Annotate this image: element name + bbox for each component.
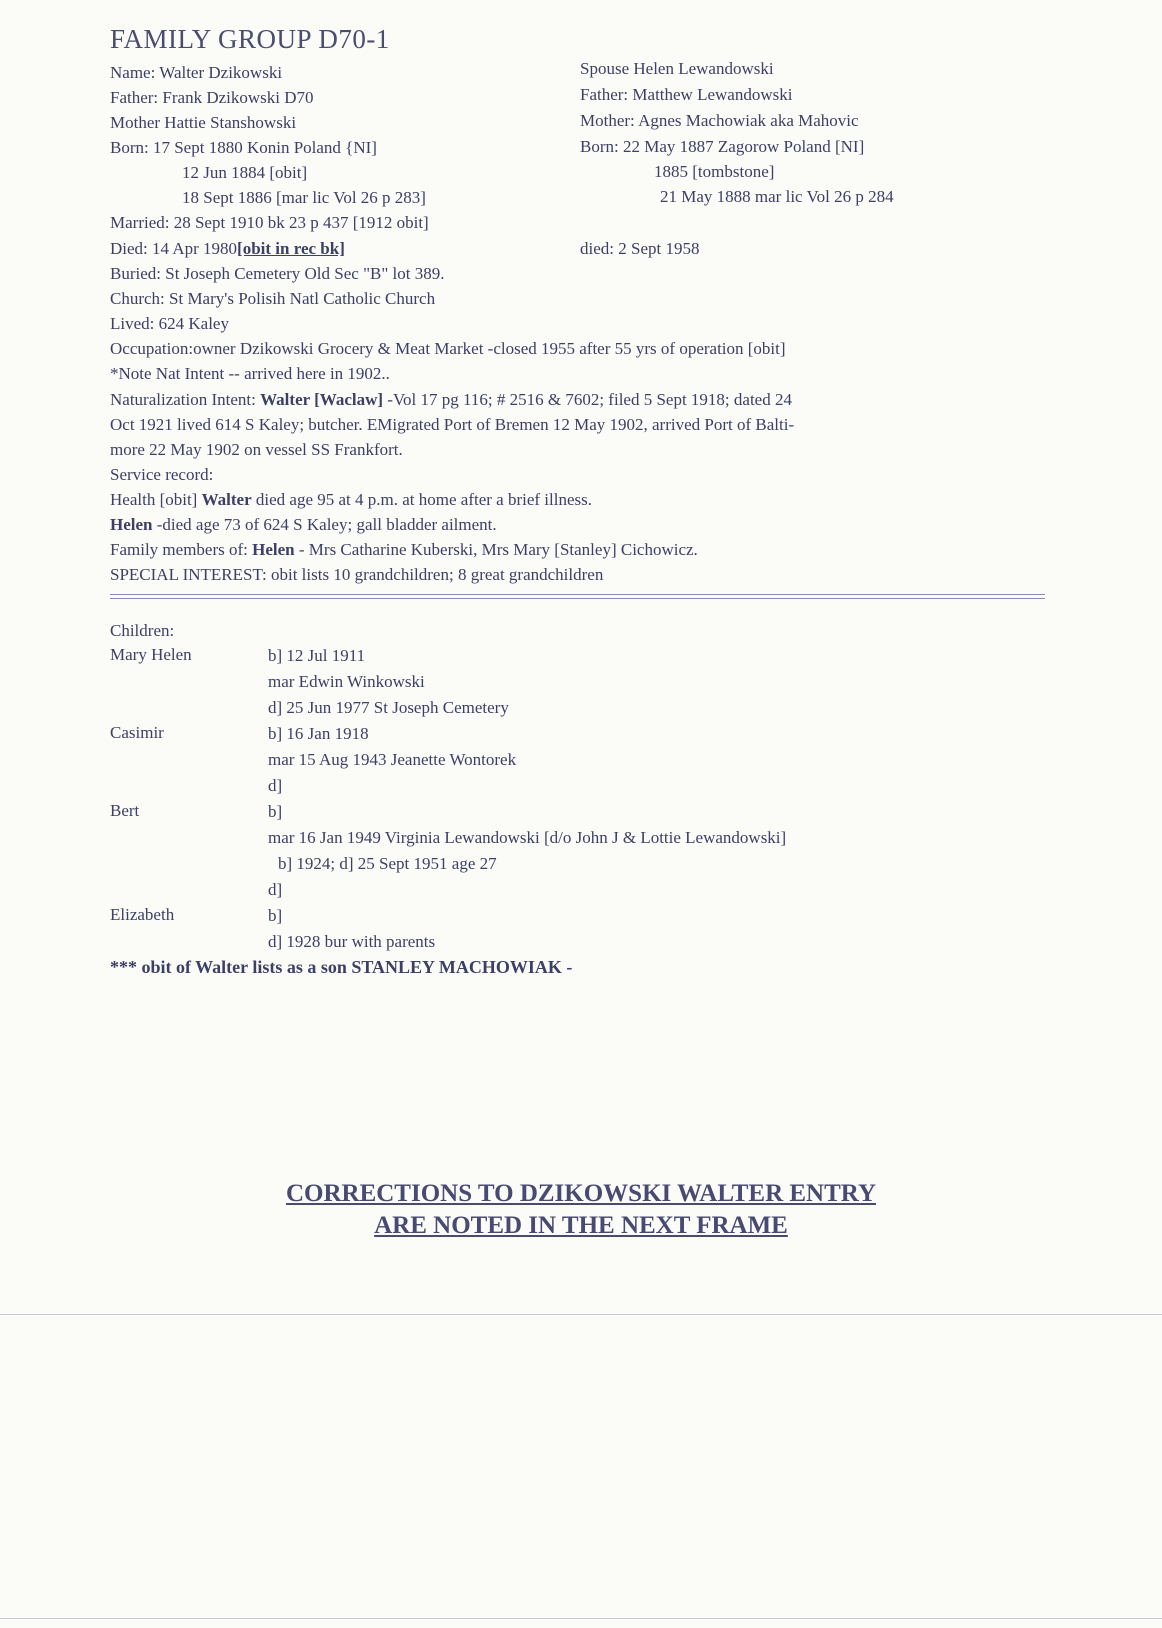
obit-note: *** obit of Walter lists as a son STANLEY MACHOWIAK - bbox=[110, 957, 573, 977]
husband-born-alt2: 18 Sept 1886 [mar lic Vol 26 p 283] bbox=[182, 188, 426, 207]
scan-line-bottom bbox=[0, 1618, 1162, 1619]
child-bert-spouse-dates: b] 1924; d] 25 Sept 1951 age 27 bbox=[278, 854, 497, 873]
child-casimir-married: mar 15 Aug 1943 Jeanette Wontorek bbox=[268, 750, 517, 769]
corrections-notice-line1: CORRECTIONS TO DZIKOWSKI WALTER ENTRY bbox=[285, 1180, 877, 1207]
divider-top bbox=[110, 594, 1045, 595]
church: Church: St Mary's Polisih Natl Catholic Church bbox=[110, 289, 436, 308]
buried: Buried: St Joseph Cemetery Old Sec "B" lot 389. bbox=[110, 264, 445, 283]
health-text: died age 95 at 4 p.m. at home after a brief illness. bbox=[251, 490, 592, 509]
husband-name: Name: Walter Dzikowski bbox=[110, 63, 283, 82]
helen-name: Helen bbox=[110, 515, 153, 534]
health-walter bbox=[110, 489, 592, 511]
nat-name: Walter [Waclaw] bbox=[260, 390, 384, 409]
naturalization-intent bbox=[110, 389, 792, 411]
nat-label: Naturalization Intent: bbox=[110, 390, 256, 409]
special-interest: SPECIAL INTEREST: obit lists 10 grandchildren; 8 great grandchildren bbox=[110, 565, 604, 584]
child-mary-born: b] 12 Jul 1911 bbox=[268, 646, 366, 665]
family-label: Family members of: bbox=[110, 540, 248, 559]
occupation: Occupation:owner Dzikowski Grocery & Meat Market -closed 1955 after 55 yrs of operation [obit] bbox=[110, 339, 786, 358]
page-title: FAMILY GROUP D70-1 bbox=[110, 24, 390, 54]
health-helen bbox=[110, 514, 497, 536]
divider-bottom bbox=[110, 598, 1045, 599]
spouse-died: died: 2 Sept 1958 bbox=[580, 239, 700, 258]
corrections-notice-line2: ARE NOTED IN THE NEXT FRAME bbox=[374, 1212, 788, 1239]
child-name-bert: Bert bbox=[110, 801, 140, 820]
family-members bbox=[110, 539, 698, 561]
spouse-born-alt2: 21 May 1888 mar lic Vol 26 p 284 bbox=[660, 187, 894, 206]
child-bert-died: d] bbox=[268, 880, 283, 899]
child-elizabeth-born: b] bbox=[268, 906, 283, 925]
husband-died-date: Died: 14 Apr 1980 bbox=[110, 239, 238, 258]
husband-born: Born: 17 Sept 1880 Konin Poland {NI] bbox=[110, 138, 377, 157]
health-label: Health [obit] bbox=[110, 490, 198, 509]
husband-died bbox=[110, 238, 345, 260]
scan-line bbox=[0, 1314, 1162, 1315]
helen-text: -died age 73 of 624 S Kaley; gall bladder ailment. bbox=[152, 515, 497, 534]
child-elizabeth-died: d] 1928 bur with parents bbox=[268, 932, 436, 951]
spouse-father: Father: Matthew Lewandowski bbox=[580, 85, 793, 104]
child-name-elizabeth: Elizabeth bbox=[110, 905, 175, 924]
child-name-casimir: Casimir bbox=[110, 723, 164, 742]
married-date: Married: 28 Sept 1910 bk 23 p 437 [1912 obit] bbox=[110, 213, 429, 232]
nat-note: *Note Nat Intent -- arrived here in 1902.. bbox=[110, 364, 390, 383]
obit-in-rec-bk-link[interactable]: [obit in rec bk] bbox=[237, 239, 345, 258]
husband-born-alt1: 12 Jun 1884 [obit] bbox=[182, 163, 308, 182]
spouse-mother: Mother: Agnes Machowiak aka Mahovic bbox=[580, 111, 859, 130]
child-casimir-died: d] bbox=[268, 776, 283, 795]
children-heading: Children: bbox=[110, 621, 175, 640]
lived: Lived: 624 Kaley bbox=[110, 314, 229, 333]
health-name: Walter bbox=[201, 490, 252, 509]
nat-details: -Vol 17 pg 116; # 2516 & 7602; filed 5 Sept 1918; dated 24 bbox=[383, 390, 792, 409]
family-name: Helen bbox=[252, 540, 295, 559]
spouse-born: Born: 22 May 1887 Zagorow Poland [NI] bbox=[580, 137, 865, 156]
naturalization-line2: Oct 1921 lived 614 S Kaley; butcher. EMigrated Port of Bremen 12 May 1902, arrived Port of Balti- bbox=[110, 415, 795, 434]
naturalization-line3: more 22 May 1902 on vessel SS Frankfort. bbox=[110, 440, 403, 459]
child-casimir-born: b] 16 Jan 1918 bbox=[268, 724, 369, 743]
spouse-born-alt1: 1885 [tombstone] bbox=[654, 162, 775, 181]
child-mary-married: mar Edwin Winkowski bbox=[268, 672, 425, 691]
family-text: - Mrs Catharine Kuberski, Mrs Mary [Stanley] Cichowicz. bbox=[294, 540, 698, 559]
child-bert-born: b] bbox=[268, 802, 283, 821]
child-name-mary: Mary Helen bbox=[110, 645, 192, 664]
husband-father: Father: Frank Dzikowski D70 bbox=[110, 88, 314, 107]
husband-mother: Mother Hattie Stanshowski bbox=[110, 113, 297, 132]
service-record: Service record: bbox=[110, 465, 214, 484]
child-bert-married: mar 16 Jan 1949 Virginia Lewandowski [d/o John J & Lottie Lewandowski] bbox=[268, 828, 787, 847]
child-mary-died: d] 25 Jun 1977 St Joseph Cemetery bbox=[268, 698, 509, 717]
spouse-name: Spouse Helen Lewandowski bbox=[580, 59, 774, 78]
